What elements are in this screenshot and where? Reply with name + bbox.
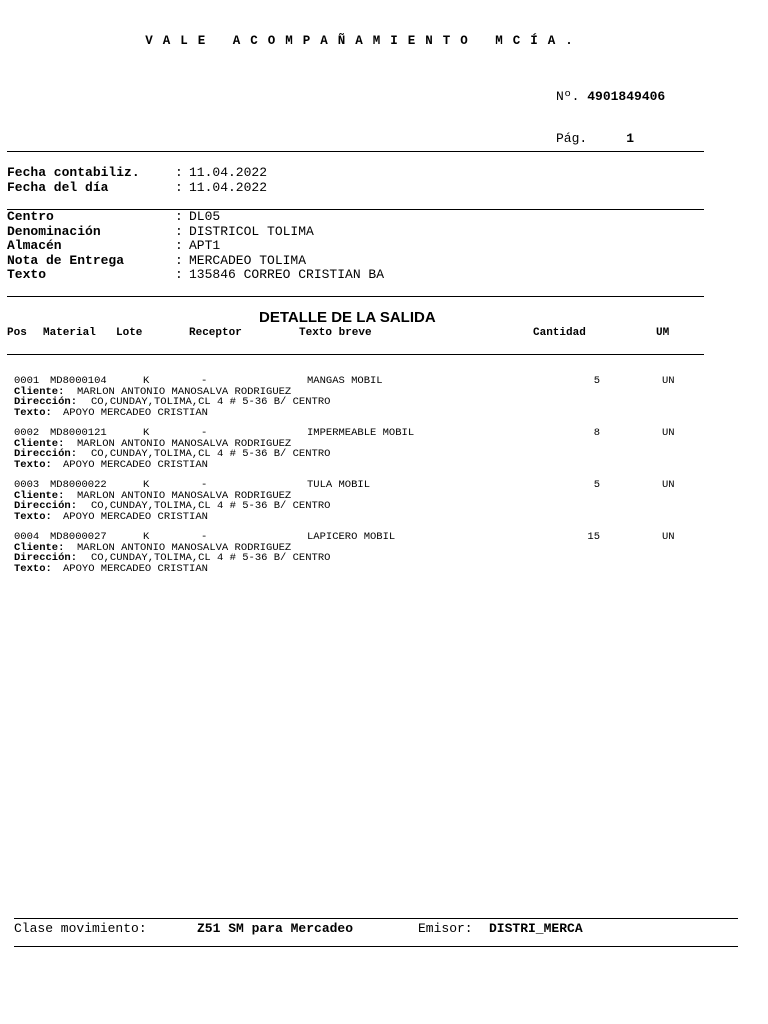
document-number-block xyxy=(556,62,665,160)
item-direccion: CO,CUNDAY,TOLIMA,CL 4 # 5-36 B/ CENTRO xyxy=(91,552,331,564)
colon: : xyxy=(175,253,183,268)
item-cliente: MARLON ANTONIO MANOSALVA RODRIGUEZ xyxy=(77,489,292,502)
item-receptor: - xyxy=(201,479,208,491)
info-value-texto: 135846 CORREO CRISTIAN BA xyxy=(189,267,385,282)
item-um: UN xyxy=(662,479,675,491)
item-receptor: - xyxy=(201,427,208,439)
item-texto-label: Texto: xyxy=(14,510,52,523)
item-texto: APOYO MERCADEO CRISTIAN xyxy=(63,510,208,523)
item-cliente: MARLON ANTONIO MANOSALVA RODRIGUEZ xyxy=(77,541,292,554)
item-cantidad: 5 xyxy=(593,479,600,491)
day-date-value: 11.04.2022 xyxy=(189,180,268,195)
colon: : xyxy=(175,238,183,253)
item-material: MD8000027 xyxy=(50,531,107,543)
info-value-nota-entrega: MERCADEO TOLIMA xyxy=(189,253,307,268)
item-pos: 0004 xyxy=(14,531,40,543)
issuer-value xyxy=(489,921,583,936)
item-cliente-label: Cliente: xyxy=(14,541,65,554)
divider xyxy=(7,151,704,152)
issuer-value-text: DISTRI_MERCA xyxy=(489,921,583,936)
col-header-lote: Lote xyxy=(116,327,143,339)
item-receptor: - xyxy=(201,375,208,387)
item-material: MD8000104 xyxy=(50,375,107,387)
day-date-label: Fecha del día xyxy=(7,180,109,195)
item-cantidad: 8 xyxy=(593,427,600,439)
item-texto-label: Texto: xyxy=(14,406,52,419)
item-direccion: CO,CUNDAY,TOLIMA,CL 4 # 5-36 B/ CENTRO xyxy=(91,500,331,512)
item-direccion: CO,CUNDAY,TOLIMA,CL 4 # 5-36 B/ CENTRO xyxy=(91,396,331,408)
col-header-receptor: Receptor xyxy=(189,327,242,339)
item-material: MD8000121 xyxy=(50,427,107,439)
info-label-centro: Centro xyxy=(7,209,54,224)
info-value-almacen: APT1 xyxy=(189,238,221,253)
doc-number-label: Nº. xyxy=(556,89,580,104)
item-receptor: - xyxy=(201,531,208,543)
info-value-centro: DL05 xyxy=(189,209,221,224)
item-texto-breve: TULA MOBIL xyxy=(307,479,371,491)
item-material: MD8000022 xyxy=(50,479,107,491)
col-header-material: Material xyxy=(43,327,96,339)
divider xyxy=(7,296,704,297)
item-lote: K xyxy=(143,479,150,491)
col-header-texto-breve: Texto breve xyxy=(299,327,372,339)
divider xyxy=(7,354,704,355)
colon: : xyxy=(175,224,183,239)
item-texto-label: Texto: xyxy=(14,458,52,471)
item-texto-breve: IMPERMEABLE MOBIL xyxy=(307,427,415,439)
item-direccion-label: Dirección: xyxy=(14,448,78,460)
document-title: VALE ACOMPAÑAMIENTO MCÍA. xyxy=(145,34,583,48)
movement-label: Clase movimiento: xyxy=(14,921,147,936)
footer-divider xyxy=(14,918,738,919)
item-texto: APOYO MERCADEO CRISTIAN xyxy=(63,458,208,471)
item-cliente-label: Cliente: xyxy=(14,489,65,502)
item-lote: K xyxy=(143,531,150,543)
item-cliente-label: Cliente: xyxy=(14,437,65,450)
info-label-texto: Texto xyxy=(7,267,47,282)
movement-value-text: Z51 SM para Mercadeo xyxy=(197,921,354,936)
item-texto: APOYO MERCADEO CRISTIAN xyxy=(63,562,208,575)
page-label: Pág. xyxy=(556,131,588,146)
posting-date-label: Fecha contabiliz. xyxy=(7,165,140,180)
item-direccion-label: Dirección: xyxy=(14,396,78,408)
item-texto-breve: LAPICERO MOBIL xyxy=(307,531,396,543)
item-cantidad: 15 xyxy=(587,531,600,543)
col-header-pos: Pos xyxy=(7,327,27,339)
section-title: DETALLE DE LA SALIDA xyxy=(259,309,436,326)
movement-value xyxy=(197,921,353,936)
item-direccion-label: Dirección: xyxy=(14,552,78,564)
colon: : xyxy=(175,165,183,180)
col-header-cantidad: Cantidad xyxy=(533,327,586,339)
col-header-um: UM xyxy=(656,327,670,339)
item-um: UN xyxy=(662,531,675,543)
item-cliente: MARLON ANTONIO MANOSALVA RODRIGUEZ xyxy=(77,385,292,398)
colon: : xyxy=(175,209,183,224)
page-number: 1 xyxy=(626,131,635,146)
item-pos: 0001 xyxy=(14,375,40,387)
item-direccion-label: Dirección: xyxy=(14,500,78,512)
item-texto-breve: MANGAS MOBIL xyxy=(307,375,383,387)
item-cliente: MARLON ANTONIO MANOSALVA RODRIGUEZ xyxy=(77,437,292,450)
colon: : xyxy=(175,180,183,195)
item-texto: APOYO MERCADEO CRISTIAN xyxy=(63,406,208,419)
item-lote: K xyxy=(143,427,150,439)
info-label-almacen: Almacén xyxy=(7,238,62,253)
item-lote: K xyxy=(143,375,150,387)
issuer-label: Emisor: xyxy=(418,921,473,936)
item-direccion: CO,CUNDAY,TOLIMA,CL 4 # 5-36 B/ CENTRO xyxy=(91,448,331,460)
item-texto-label: Texto: xyxy=(14,562,52,575)
info-label-denominacion: Denominación xyxy=(7,224,101,239)
footer-divider xyxy=(14,946,738,947)
doc-number: 4901849406 xyxy=(587,89,666,104)
item-pos: 0002 xyxy=(14,427,40,439)
item-pos: 0003 xyxy=(14,479,40,491)
info-label-nota-entrega: Nota de Entrega xyxy=(7,253,125,268)
colon: : xyxy=(175,267,183,282)
item-cantidad: 5 xyxy=(593,375,600,387)
item-cliente-label: Cliente: xyxy=(14,385,65,398)
item-um: UN xyxy=(662,427,675,439)
posting-date-value: 11.04.2022 xyxy=(189,165,268,180)
divider xyxy=(7,209,704,210)
info-value-denominacion: DISTRICOL TOLIMA xyxy=(189,224,314,239)
item-um: UN xyxy=(662,375,675,387)
